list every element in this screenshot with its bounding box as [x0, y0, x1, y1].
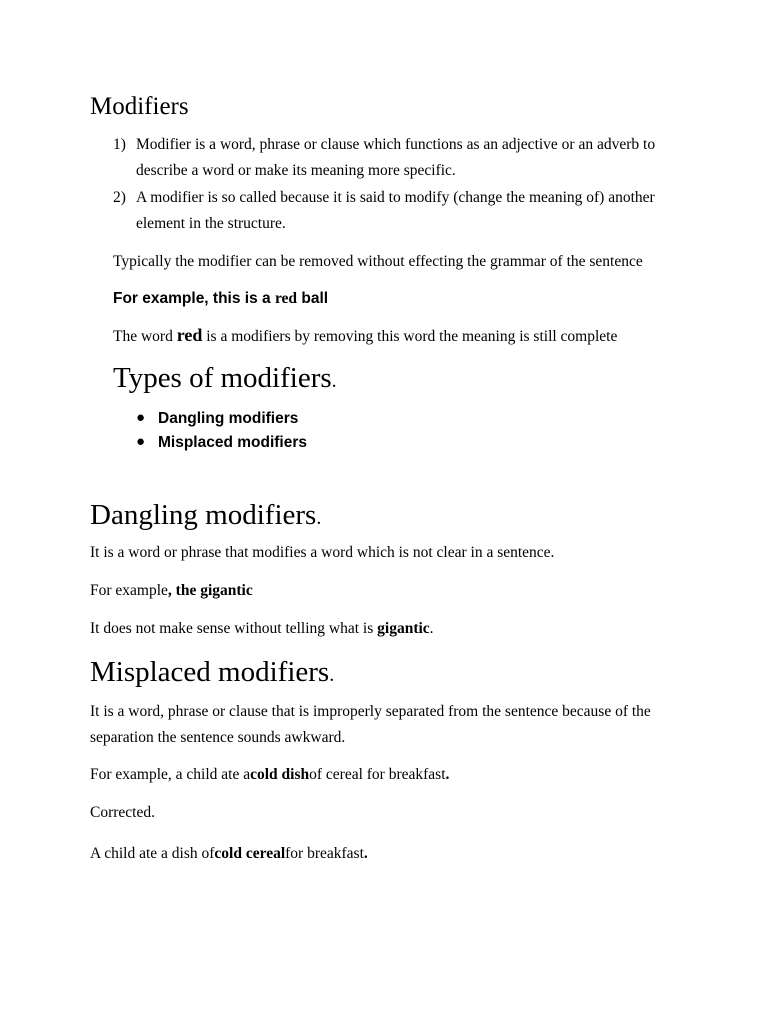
- list-item-2-rest: modifier is so called because it is said to modify (change the meaning of) another: [146, 189, 655, 206]
- bullet-dot-1: ●: [136, 409, 146, 426]
- misplaced-example-end: .: [445, 766, 450, 783]
- dangling-heading: [90, 499, 321, 532]
- list-item-1-line-2: describe a word or make its meaning more specific.: [136, 162, 456, 179]
- types-heading-text: Types of modifiers: [113, 362, 332, 394]
- list-item-1-line-1: Modifier is a word, phrase or clause which functions as an adjective or an adverb to: [136, 136, 656, 153]
- corrected-end: .: [363, 845, 368, 862]
- bullet-dot-2: ●: [136, 433, 146, 450]
- misplaced-example-suffix: of cereal for breakfast: [309, 766, 446, 783]
- corrected-sentence: [90, 845, 368, 863]
- misplaced-heading-dot: .: [329, 664, 335, 686]
- list-number-1: 1): [113, 136, 126, 153]
- types-heading-dot: .: [331, 370, 337, 392]
- word-red-prefix: The word: [113, 328, 177, 345]
- misplaced-definition-line-2: separation the sentence sounds awkward.: [90, 729, 346, 746]
- example-red-ball-suffix: ball: [297, 290, 329, 307]
- corrected-suffix: for breakfast: [285, 845, 364, 862]
- dangling-example-prefix: For example: [90, 582, 168, 599]
- corrected-prefix: A child ate a dish of: [90, 845, 215, 862]
- list-item-2-line-2: element in the structure.: [136, 215, 286, 232]
- misplaced-heading: [90, 656, 334, 689]
- list-item-2-lead: A: [136, 189, 147, 206]
- dangling-definition: It is a word or phrase that modifies a word which is not clear in a sentence.: [90, 544, 555, 561]
- example-red-ball: [113, 290, 328, 308]
- corrected-label: Corrected.: [90, 804, 155, 821]
- dangling-sense-prefix: It does not make sense without telling what is: [90, 620, 378, 637]
- page-title: Modifiers: [90, 93, 189, 120]
- misplaced-example: [90, 766, 449, 784]
- types-list-item-misplaced: Misplaced modifiers: [158, 434, 308, 451]
- misplaced-example-bold: cold dish: [250, 766, 310, 783]
- dangling-sense-bold: gigantic: [377, 620, 430, 637]
- typically-paragraph: Typically the modifier can be removed without effecting the grammar of the sentence: [113, 253, 643, 270]
- list-number-2: 2): [113, 189, 126, 206]
- misplaced-heading-text: Misplaced modifiers: [90, 656, 330, 688]
- word-red-suffix: is a modifiers by removing this word the meaning is still complete: [202, 328, 618, 345]
- misplaced-definition-line-1: It is a word, phrase or clause that is improperly separated from the sentence because of the: [90, 703, 651, 720]
- dangling-heading-dot: .: [316, 507, 322, 529]
- example-red-ball-prefix: For example, this is a: [113, 290, 275, 307]
- dangling-example-bold: , the gigantic: [167, 582, 253, 599]
- dangling-example: [90, 582, 253, 600]
- word-red-paragraph: [113, 325, 617, 346]
- misplaced-example-prefix: For example, a child ate a: [90, 766, 251, 783]
- types-list-item-dangling: Dangling modifiers: [158, 410, 299, 427]
- list-item-2-line-1: [136, 189, 655, 207]
- dangling-sense-suffix: .: [429, 620, 434, 637]
- dangling-heading-text: Dangling modifiers: [90, 499, 317, 531]
- dangling-sense: [90, 620, 434, 638]
- corrected-bold: cold cereal: [214, 845, 286, 862]
- word-red-bold: red: [176, 325, 203, 345]
- example-red-word: red: [274, 290, 298, 307]
- types-heading: [113, 362, 337, 395]
